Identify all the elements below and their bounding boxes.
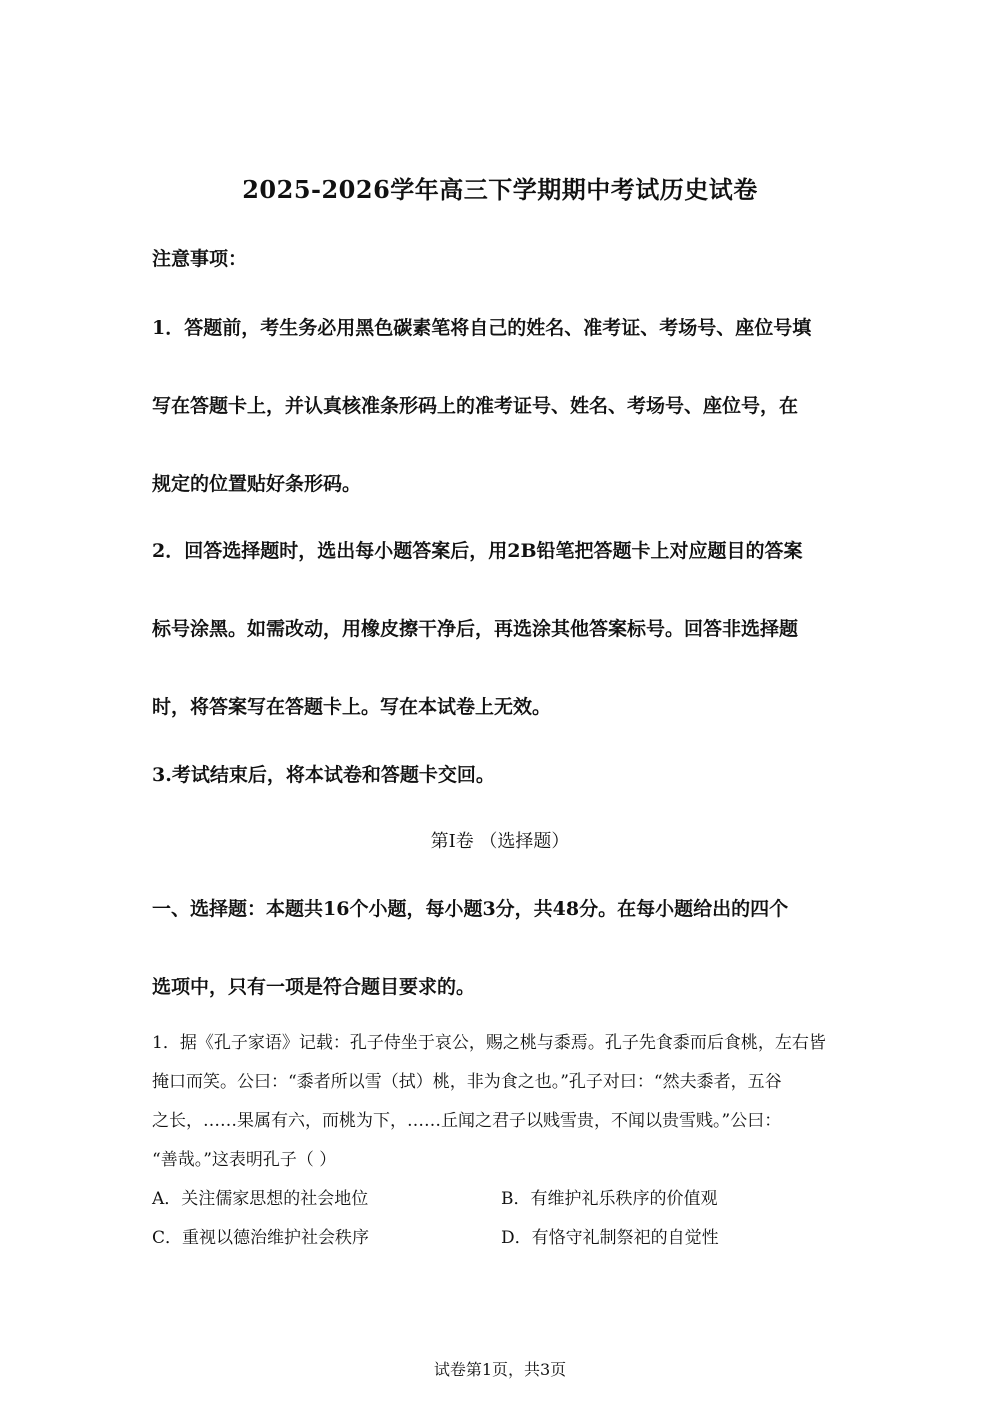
option-d: D．有恪守礼制祭祀的自觉性 [501, 1228, 719, 1248]
question-1-stem: 掩口而笑。公曰：“黍者所以雪（拭）桃，非为食之也。”孔子对曰：“然夫黍者，五谷 [152, 1072, 782, 1092]
notice-heading: 注意事项： [152, 248, 248, 270]
part-one-instruction: 一、选择题：本题共16个小题，每小题3分，共48分。在每小题给出的四个 [152, 898, 789, 920]
question-1-stem: 之长，……果属有六，而桃为下，……丘闻之君子以贱雪贵，不闻以贵雪贱。”公曰： [152, 1111, 782, 1131]
notice-line: 规定的位置贴好条形码。 [152, 473, 362, 495]
notice-line: 时，将答案写在答题卡上。写在本试卷上无效。 [152, 696, 552, 718]
option-a: A．关注儒家思想的社会地位 [152, 1189, 369, 1209]
notice-line: 1．答题前，考生务必用黑色碳素笔将自己的姓名、准考证、考场号、座位号填 [152, 317, 812, 339]
notice-line: 3.考试结束后，将本试卷和答题卡交回。 [152, 764, 495, 786]
option-b: B．有维护礼乐秩序的价值观 [501, 1189, 718, 1209]
notice-line: 标号涂黑。如需改动，用橡皮擦干净后，再选涂其他答案标号。回答非选择题 [152, 618, 799, 640]
part-one-instruction: 选项中，只有一项是符合题目要求的。 [152, 976, 476, 998]
page-footer: 试卷第1页，共3页 [433, 1360, 567, 1379]
notice-line: 写在答题卡上，并认真核准条形码上的准考证号、姓名、考场号、座位号，在 [152, 395, 799, 417]
option-c: C．重视以德治维护社会秩序 [152, 1228, 370, 1248]
question-1-stem: 1．据《孔子家语》记载：孔子侍坐于哀公，赐之桃与黍焉。孔子先食黍而后食桃，左右皆 [152, 1033, 826, 1053]
question-1-stem: “善哉。”这表明孔子（ ） [152, 1150, 337, 1170]
notice-line: 2．回答选择题时，选出每小题答案后，用2B铅笔把答题卡上对应题目的答案 [152, 540, 803, 562]
exam-title: 2025-2026学年高三下学期期中考试历史试卷 [242, 175, 758, 204]
section-title: 第I卷 （选择题） [430, 831, 570, 852]
